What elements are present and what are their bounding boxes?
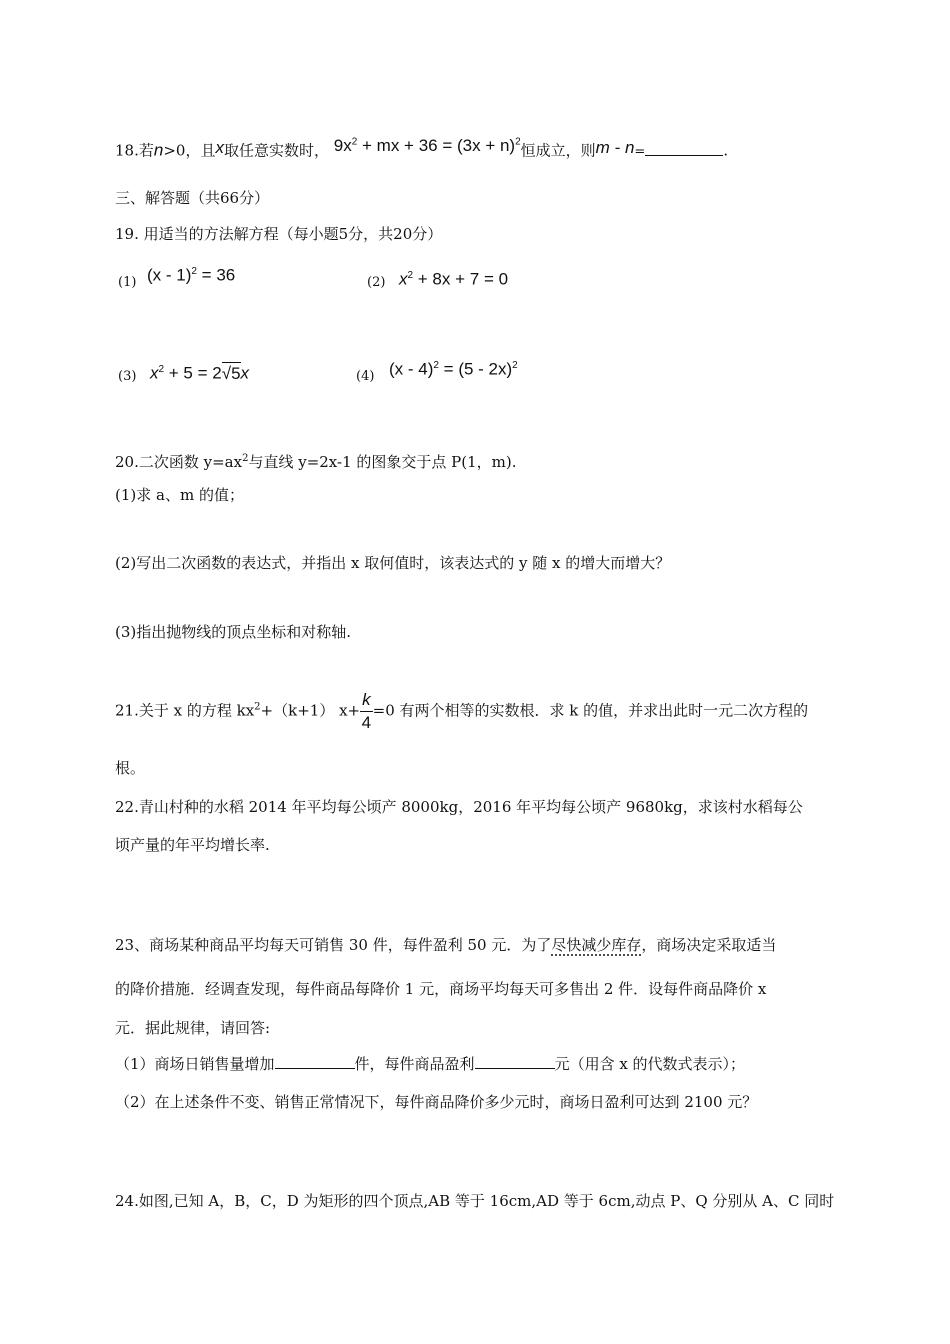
q22-line1: 22.青山村种的水稻 2014 年平均每公顷产 8000kg，2016 年平均每公顷产 9680kg，求该村水稻每公 <box>115 798 803 816</box>
q18-end: . <box>723 141 729 160</box>
q19-p2-equation <box>399 266 508 290</box>
q19-p2-rest: + 8x + 7 = 0 <box>413 269 509 289</box>
q21-frac-num: k <box>360 689 373 712</box>
q18-eq-sup2: 2 <box>515 136 521 147</box>
q23-blank2 <box>475 1054 555 1069</box>
q23-p1-a: （1）商场日销售量增加 <box>115 1055 275 1073</box>
q19-p1-eq: (x - 1) <box>147 265 192 285</box>
q20-part3: (3)指出抛物线的顶点坐标和对称轴. <box>115 623 352 641</box>
q23-part2: （2）在上述条件不变、销售正常情况下，每件商品降价多少元时，商场日盈利可达到 2100 元？ <box>115 1093 758 1111</box>
q19-p3-sqrt: √5 <box>221 363 241 383</box>
q21-stem-b: +（k+1） x+ <box>260 701 361 720</box>
q18-equation <box>334 136 521 155</box>
q18-eqsign: = <box>634 144 646 160</box>
q18-eq-mid: + mx + 36 = (3x + n) <box>357 135 516 155</box>
q21-line2: 根。 <box>115 759 146 777</box>
q19-p1-sup: 2 <box>191 266 197 277</box>
q19-p4-label: (4) <box>356 369 375 384</box>
q19-title: 19. 用适当的方法解方程（每小题5分，共20分） <box>115 225 443 243</box>
q19-p1-rhs: = 36 <box>196 265 236 285</box>
section-title: 三、解答题（共66分） <box>115 189 270 207</box>
q20-stem-sup: 2 <box>242 453 249 464</box>
q18-prefix: 18.若 <box>115 141 154 160</box>
q18-eq-sup: 2 <box>351 136 358 147</box>
q23-line1-a: 23、商场某种商品平均每天可销售 30 件，每件盈利 50 元．为了 <box>115 936 552 954</box>
q21-stem-c: =0 有两个相等的实数根．求 k 的值，并求出此时一元二次方程的 <box>372 701 809 720</box>
q19-p1-equation <box>147 262 235 286</box>
q18-line <box>115 137 728 163</box>
q19-p4-sup2: 2 <box>512 360 518 371</box>
q19-p3-label: (3) <box>118 369 137 384</box>
q21-frac-den: 4 <box>361 713 372 732</box>
q19-p3-x2: x <box>240 363 250 383</box>
q19-p2-label: (2) <box>367 275 386 290</box>
q23-part1 <box>115 1054 745 1074</box>
q19-p3-equation <box>150 360 249 384</box>
q20-part2: (2)写出二次函数的表达式，并指出 x 取何值时，该表达式的 y 随 x 的增大而增大？ <box>115 554 671 572</box>
q18-blank <box>645 141 723 156</box>
q20-part1: (1)求 a、m 的值； <box>115 486 244 504</box>
q23-line3: 元．据此规律，请回答: <box>115 1019 271 1037</box>
q20-stem-a: 20.二次函数 y=ax <box>115 453 243 471</box>
q23-emphasis: 尽快减少库存 <box>551 936 642 954</box>
q21-stem-sup: 2 <box>254 701 261 713</box>
q23-blank1 <box>275 1054 355 1069</box>
q21-stem <box>115 689 808 734</box>
q20-stem <box>115 449 516 472</box>
q19-p2-x: x <box>399 269 408 289</box>
q23-p1-b: 件，每件商品盈利 <box>354 1055 475 1073</box>
q23-p1-c: 元（用含 x 的代数式表示）； <box>554 1055 746 1073</box>
q19-p3-mid: + 5 = 2 <box>164 363 222 383</box>
q19-p4-lhs: (x - 4) <box>389 359 434 379</box>
q19-p1-label: (1) <box>118 275 137 290</box>
q19-p3-sup: 2 <box>158 364 165 375</box>
q18-mid: 取任意实数时， <box>223 141 329 160</box>
q21-stem-a: 21.关于 x 的方程 kx <box>115 701 255 720</box>
q21-fraction <box>360 689 373 734</box>
q19-p4-rhs: = (5 - 2x) <box>438 359 513 379</box>
q19-p2-sup: 2 <box>407 270 414 281</box>
q19-p3-x: x <box>150 363 159 383</box>
q18-mn: m - n <box>595 137 635 157</box>
q24-line1: 24.如图,已知 A，B，C，D 为矩形的四个顶点,AB 等于 16cm,AD 等于 6cm,动点 P、Q 分别从 A、C 同时 <box>115 1192 835 1210</box>
q18-n: n <box>153 140 164 160</box>
q20-stem-b: 与直线 y=2x-1 的图象交于点 P(1，m). <box>248 453 517 471</box>
q23-line1 <box>115 935 776 955</box>
q18-eq-left: 9x <box>333 135 352 155</box>
q23-line2: 的降价措施．经调查发现，每件商品每降价 1 元，商场平均每天可多售出 2 件．设每件商品降价 x <box>115 980 767 998</box>
q19-p4-sup: 2 <box>433 360 439 371</box>
q18-x: x <box>215 137 224 157</box>
q18-gt: >0，且 <box>163 141 216 160</box>
q18-after: 恒成立，则 <box>520 141 596 160</box>
q22-line2: 顷产量的年平均增长率. <box>115 836 270 854</box>
q23-line1-b: ，商场决定采取适当 <box>641 936 777 954</box>
q19-p4-equation <box>389 356 518 380</box>
